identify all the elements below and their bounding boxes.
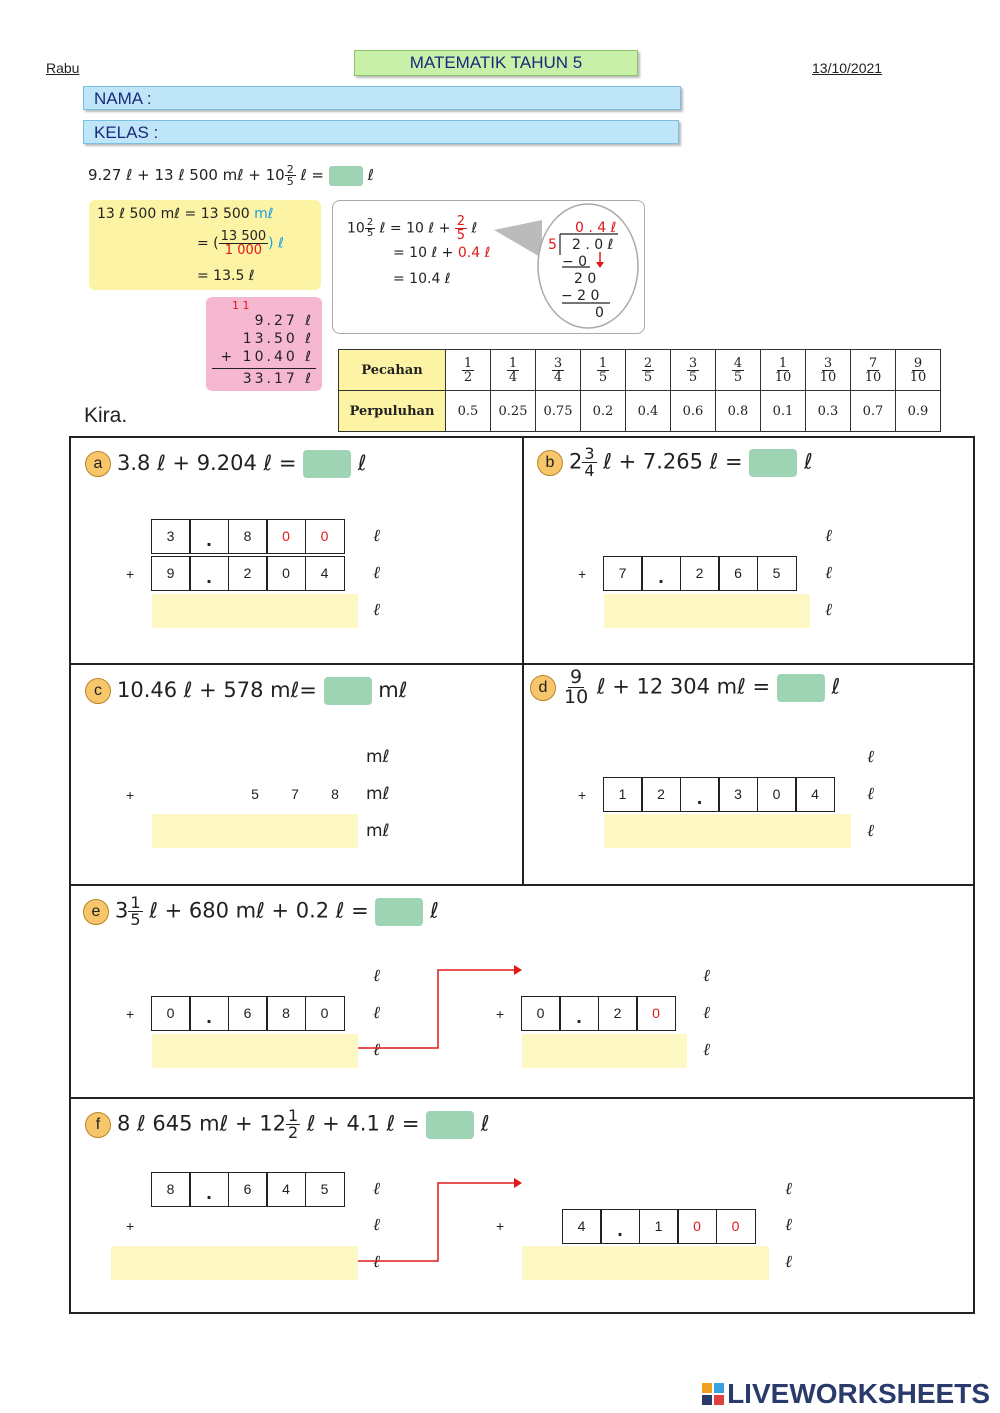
row1-f: 8 . 6 4 5 [152,1172,345,1207]
division-quotient: 0 . 4 ℓ [575,220,617,236]
answer-bar-e2[interactable] [522,1034,687,1068]
date-label: 13/10/2021 [812,60,883,76]
row2-e: 0 . 6 8 0 [152,996,345,1031]
row2b-e: 0 . 2 0 [522,996,676,1031]
answer-box-b[interactable] [749,449,797,477]
answer-bar-c[interactable] [152,814,358,848]
answer-box-a[interactable] [303,450,351,478]
answer-box-f[interactable] [426,1111,474,1139]
row1-a: 3 . 8 0 0 [152,519,345,554]
row2-a: 9 . 2 0 4 [152,556,345,591]
row2-d: 1 2 . 3 0 4 [604,777,835,812]
example-answer-box [329,166,363,186]
conversion-note: 13 ℓ 500 mℓ = 13 500 mℓ = ( $\frac{13 500}{1 000}$ ) ℓ = 13.5 ℓ [89,200,321,290]
liveworksheets-logo: LIVEWORKSHEETS [702,1378,990,1410]
badge-e: e [83,899,109,925]
carry-arrow-f [356,1175,526,1270]
example-equation: 9.27 ℓ + 13 ℓ 500 mℓ + 10 $\frac{2}{5}$ ℓ = ℓ [88,163,374,188]
division-divisor: 5 [548,237,557,253]
badge-b: b [537,450,563,476]
question-f: f 8 ℓ 645 mℓ + 12 $\frac{1}{2}$ ℓ + 4.1 ℓ = ℓ [85,1108,490,1141]
division-step-2: 2 0 [574,271,597,287]
instruction-label: Kira. [84,404,128,427]
badge-d: d [530,675,556,701]
row2-c: 5 7 8 [251,786,339,802]
worksheet-title: MATEMATIK TAHUN 5 [354,50,638,76]
carry-arrow-e [356,962,526,1057]
name-field[interactable]: NAMA : [83,86,681,110]
answer-bar-a[interactable] [152,594,358,628]
answer-box-d[interactable] [777,674,825,702]
answer-box-c[interactable] [324,677,372,705]
table-header-fraction: Pecahan [339,350,446,391]
column-addition-note: 1 1 9.27 ℓ 13.50 ℓ + 10.40 ℓ 33.17 ℓ [206,297,322,391]
question-b: b 2 $\frac{3}{4}$ ℓ + 7.265 ℓ = ℓ [537,446,813,479]
answer-bar-f1[interactable] [111,1246,358,1280]
logo-icon [702,1383,724,1405]
answer-bar-d[interactable] [604,814,851,848]
day-label: Rabu [46,60,80,76]
badge-c: c [85,678,111,704]
badge-f: f [85,1112,111,1138]
division-step-4: 0 [595,305,604,321]
question-c: c 10.46 ℓ + 578 mℓ= mℓ [85,677,407,705]
fraction-conversion-note: 10 $\frac{2}{5}$ ℓ = 10 ℓ + $\frac{2}{5}$ ℓ = 10 ℓ + 0.4 ℓ = 10.4 ℓ [332,200,645,334]
question-d: d $\frac{9}{10}$ ℓ + 12 304 mℓ = ℓ [530,668,840,707]
question-e: e 3 $\frac{1}{5}$ ℓ + 680 mℓ + 0.2 ℓ = ℓ [83,895,439,928]
division-step-3: − 2 0 [561,288,600,304]
question-a: a 3.8 ℓ + 9.204 ℓ = ℓ [85,450,367,478]
answer-bar-b[interactable] [604,594,810,628]
answer-box-e[interactable] [375,898,423,926]
division-dividend: 2 . 0 ℓ [572,237,614,253]
answer-bar-f2[interactable] [522,1246,769,1280]
row2-b: 7 . 2 6 5 [604,556,797,591]
badge-a: a [85,451,111,477]
answer-bar-e1[interactable] [152,1034,358,1068]
class-field[interactable]: KELAS : [83,120,679,144]
division-step-1: − 0 [562,254,588,270]
table-header-decimal: Perpuluhan [339,391,446,432]
row2b-f: 4 . 1 0 0 [563,1209,756,1244]
fraction-decimal-table: Pecahan $\frac{1}{2}$ $\frac{1}{4}$ $\frac{3}{4}$ $\frac{1}{5}$ $\frac{2}{5}$ $\frac{3}{5}$ $\frac{4}{5}$ $\frac{1}{10}$ $\frac{3}{10}$ $\frac{7}{10}$ $\frac{9}{10}$ Perpuluhan 0.5 0.25 0.75 0.2 0.4 0.6 0.8 0.1 0.3 0.7 0.9 [338,349,941,432]
